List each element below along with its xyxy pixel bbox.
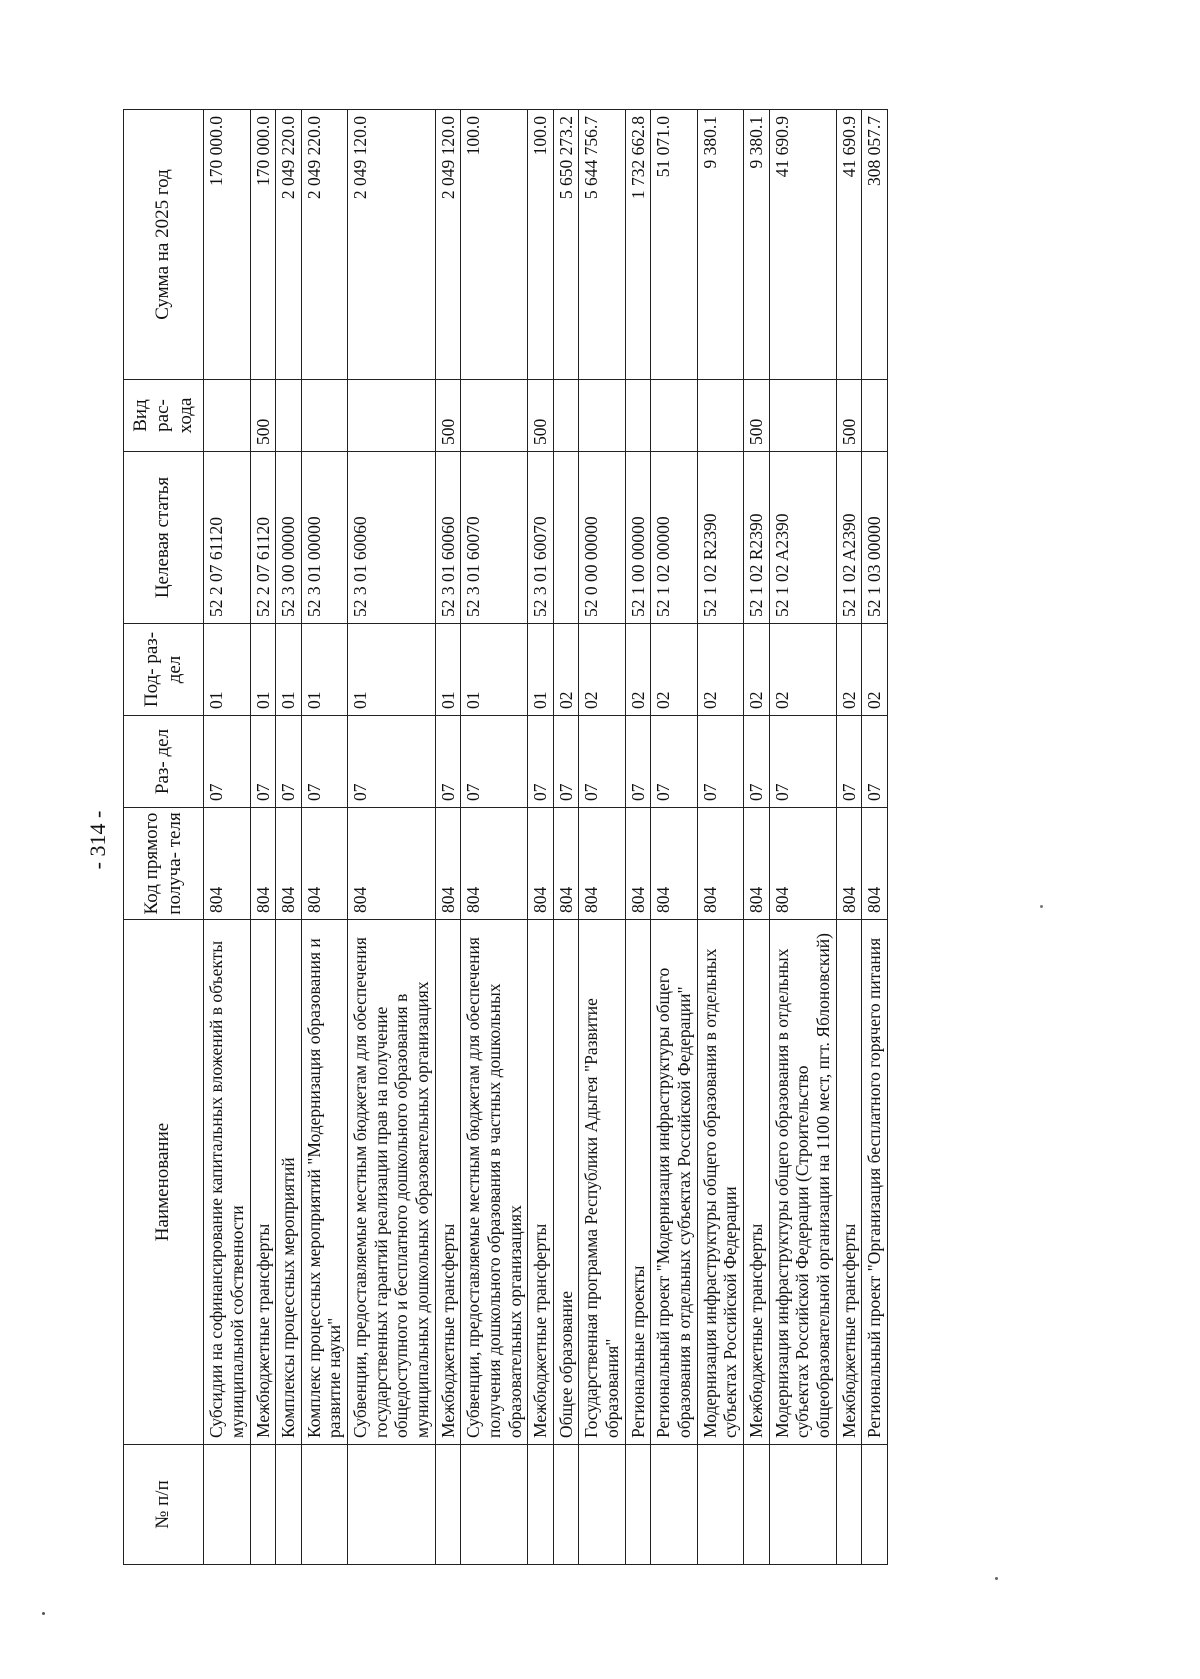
cell-celevaya: 52 3 00 00000: [276, 452, 302, 624]
cell-celevaya: 52 0 00 00000: [579, 452, 625, 624]
cell-summa: 2 049 120.0: [348, 110, 436, 380]
cell-kod: 804: [301, 808, 347, 920]
cell-name: Субвенции, предоставляемые местным бюджетам для обеспечения государственных гарантий реализации прав на получение общедоступного и бесплатного дошкольного образования в муниципальных дошкольных образовательных организациях: [348, 920, 436, 1445]
cell-podrazdel: 01: [461, 624, 528, 716]
cell-razdel: 07: [204, 716, 250, 808]
cell-name: Модернизация инфраструктуры общего образования в отдельных субъектах Российской Федерации: [697, 920, 743, 1445]
cell-vid: [461, 380, 528, 452]
cell-summa: 5 650 273.2: [553, 110, 579, 380]
cell-kod: 804: [461, 808, 528, 920]
cell-kod: 804: [625, 808, 651, 920]
cell-summa: 2 049 120.0: [435, 110, 461, 380]
cell-no: [250, 1445, 276, 1565]
cell-name: Региональный проект "Организация бесплатного горячего питания: [862, 920, 888, 1445]
budget-table-region: [123, 110, 1033, 1565]
cell-kod: 804: [553, 808, 579, 920]
cell-celevaya: 52 1 02 R2390: [743, 452, 769, 624]
cell-razdel: 07: [862, 716, 888, 808]
cell-celevaya: 52 3 01 60070: [461, 452, 528, 624]
table-row: [553, 110, 579, 1565]
cell-kod: 804: [697, 808, 743, 920]
table-row: [769, 110, 836, 1565]
cell-no: [862, 1445, 888, 1565]
cell-podrazdel: 02: [862, 624, 888, 716]
cell-no: [276, 1445, 302, 1565]
cell-razdel: 07: [743, 716, 769, 808]
cell-summa: 41 690.9: [769, 110, 836, 380]
table-row: [276, 110, 302, 1565]
cell-name: Комплексы процессных мероприятий: [276, 920, 302, 1445]
cell-razdel: 07: [625, 716, 651, 808]
cell-no: [769, 1445, 836, 1565]
cell-no: [301, 1445, 347, 1565]
header-summa: Сумма на 2025 год: [124, 110, 204, 380]
cell-name: Общее образование: [553, 920, 579, 1445]
cell-summa: 170 000.0: [204, 110, 250, 380]
cell-vid: 500: [250, 380, 276, 452]
cell-no: [204, 1445, 250, 1565]
cell-razdel: 07: [651, 716, 697, 808]
table-body: [204, 110, 888, 1565]
cell-summa: 51 071.0: [651, 110, 697, 380]
cell-name: Межбюджетные трансферты: [435, 920, 461, 1445]
cell-podrazdel: 01: [301, 624, 347, 716]
cell-no: [697, 1445, 743, 1565]
cell-vid: [862, 380, 888, 452]
cell-celevaya: 52 1 02 A2390: [836, 452, 862, 624]
cell-razdel: 07: [301, 716, 347, 808]
cell-podrazdel: 01: [276, 624, 302, 716]
cell-podrazdel: 02: [651, 624, 697, 716]
cell-no: [743, 1445, 769, 1565]
cell-summa: 170 000.0: [250, 110, 276, 380]
cell-podrazdel: 02: [579, 624, 625, 716]
cell-name: Субсидии на софинансирование капитальных вложений в объекты муниципальной собственности: [204, 920, 250, 1445]
cell-name: Государственная программа Республики Адыгея "Развитие образования": [579, 920, 625, 1445]
cell-kod: 804: [836, 808, 862, 920]
cell-razdel: 07: [461, 716, 528, 808]
cell-kod: 804: [435, 808, 461, 920]
page-number-text: - 314 -: [85, 810, 110, 870]
cell-podrazdel: 01: [435, 624, 461, 716]
cell-name: Модернизация инфраструктуры общего образования в отдельных субъектах Российской Федерации (Строительство общеобразовательной организации на 1100 мест, пгт. Яблоновский): [769, 920, 836, 1445]
cell-name: Региональные проекты: [625, 920, 651, 1445]
table-row: [743, 110, 769, 1565]
cell-celevaya: 52 1 03 00000: [862, 452, 888, 624]
cell-podrazdel: 01: [528, 624, 554, 716]
cell-summa: 2 049 220.0: [301, 110, 347, 380]
cell-razdel: 07: [836, 716, 862, 808]
cell-razdel: 07: [528, 716, 554, 808]
cell-kod: 804: [862, 808, 888, 920]
cell-vid: [348, 380, 436, 452]
cell-summa: 100.0: [528, 110, 554, 380]
scan-speck: [995, 1577, 998, 1580]
cell-podrazdel: 02: [553, 624, 579, 716]
cell-vid: 500: [435, 380, 461, 452]
scan-speck: [42, 1612, 45, 1615]
table-row: [250, 110, 276, 1565]
scan-speck: [1040, 905, 1043, 908]
cell-no: [553, 1445, 579, 1565]
cell-kod: 804: [204, 808, 250, 920]
cell-no: [651, 1445, 697, 1565]
table-row: [435, 110, 461, 1565]
cell-name: Межбюджетные трансферты: [743, 920, 769, 1445]
cell-summa: 9 380.1: [697, 110, 743, 380]
cell-podrazdel: 01: [204, 624, 250, 716]
header-kod: Код прямого получа- теля: [124, 808, 204, 920]
cell-no: [348, 1445, 436, 1565]
cell-name: Региональный проект "Модернизация инфраструктуры общего образования в отдельных субъектах Российской Федерации": [651, 920, 697, 1445]
table-row: [651, 110, 697, 1565]
cell-celevaya: 52 3 01 60070: [528, 452, 554, 624]
header-razdel: Раз- дел: [124, 716, 204, 808]
cell-kod: 804: [743, 808, 769, 920]
cell-vid: [769, 380, 836, 452]
cell-razdel: 07: [697, 716, 743, 808]
cell-razdel: 07: [276, 716, 302, 808]
table-row: [579, 110, 625, 1565]
cell-kod: 804: [651, 808, 697, 920]
cell-celevaya: [553, 452, 579, 624]
cell-celevaya: 52 1 00 00000: [625, 452, 651, 624]
cell-vid: [697, 380, 743, 452]
cell-celevaya: 52 3 01 00000: [301, 452, 347, 624]
cell-podrazdel: 02: [625, 624, 651, 716]
cell-podrazdel: 02: [743, 624, 769, 716]
header-name: Наименование: [124, 920, 204, 1445]
cell-name: Межбюджетные трансферты: [528, 920, 554, 1445]
cell-no: [579, 1445, 625, 1565]
header-no: № п/п: [124, 1445, 204, 1565]
cell-razdel: 07: [250, 716, 276, 808]
cell-vid: 500: [528, 380, 554, 452]
cell-vid: [276, 380, 302, 452]
cell-summa: 2 049 220.0: [276, 110, 302, 380]
rotated-table-holder: [123, 110, 1033, 1565]
cell-razdel: 07: [435, 716, 461, 808]
cell-summa: 41 690.9: [836, 110, 862, 380]
table-row: [862, 110, 888, 1565]
cell-no: [836, 1445, 862, 1565]
table-row: [625, 110, 651, 1565]
cell-summa: 5 644 756.7: [579, 110, 625, 380]
table-row: [204, 110, 250, 1565]
cell-celevaya: 52 1 02 00000: [651, 452, 697, 624]
cell-podrazdel: 01: [250, 624, 276, 716]
cell-kod: 804: [250, 808, 276, 920]
cell-summa: 1 732 662.8: [625, 110, 651, 380]
cell-celevaya: 52 3 01 60060: [348, 452, 436, 624]
table-row: [836, 110, 862, 1565]
budget-table: [123, 109, 888, 1565]
cell-podrazdel: 02: [836, 624, 862, 716]
cell-summa: 100.0: [461, 110, 528, 380]
cell-summa: 308 057.7: [862, 110, 888, 380]
page-number: [78, 760, 118, 920]
header-celevaya: Целевая статья: [124, 452, 204, 624]
cell-no: [435, 1445, 461, 1565]
cell-kod: 804: [528, 808, 554, 920]
cell-kod: 804: [276, 808, 302, 920]
cell-vid: [553, 380, 579, 452]
cell-name: Межбюджетные трансферты: [836, 920, 862, 1445]
cell-celevaya: 52 2 07 61120: [250, 452, 276, 624]
cell-vid: [204, 380, 250, 452]
cell-celevaya: 52 3 01 60060: [435, 452, 461, 624]
cell-celevaya: 52 1 02 A2390: [769, 452, 836, 624]
table-header-row: [124, 110, 204, 1565]
cell-celevaya: 52 1 02 R2390: [697, 452, 743, 624]
cell-podrazdel: 01: [348, 624, 436, 716]
cell-kod: 804: [579, 808, 625, 920]
cell-razdel: 07: [553, 716, 579, 808]
cell-no: [528, 1445, 554, 1565]
cell-kod: 804: [348, 808, 436, 920]
cell-celevaya: 52 2 07 61120: [204, 452, 250, 624]
cell-vid: [301, 380, 347, 452]
cell-vid: 500: [743, 380, 769, 452]
cell-name: Межбюджетные трансферты: [250, 920, 276, 1445]
table-row: [461, 110, 528, 1565]
table-row: [528, 110, 554, 1565]
table-row: [697, 110, 743, 1565]
cell-podrazdel: 02: [697, 624, 743, 716]
cell-no: [461, 1445, 528, 1565]
cell-vid: [579, 380, 625, 452]
cell-name: Субвенции, предоставляемые местным бюджетам для обеспечения получения дошкольного образования в частных дошкольных образовательных организациях: [461, 920, 528, 1445]
cell-razdel: 07: [579, 716, 625, 808]
cell-kod: 804: [769, 808, 836, 920]
cell-name: Комплекс процессных мероприятий "Модернизация образования и развитие науки": [301, 920, 347, 1445]
cell-summa: 9 380.1: [743, 110, 769, 380]
cell-podrazdel: 02: [769, 624, 836, 716]
cell-vid: [625, 380, 651, 452]
header-podrazdel: Под- раз- дел: [124, 624, 204, 716]
header-vid: Вид рас- хода: [124, 380, 204, 452]
table-row: [301, 110, 347, 1565]
cell-no: [625, 1445, 651, 1565]
cell-razdel: 07: [348, 716, 436, 808]
cell-vid: 500: [836, 380, 862, 452]
cell-razdel: 07: [769, 716, 836, 808]
cell-vid: [651, 380, 697, 452]
table-row: [348, 110, 436, 1565]
